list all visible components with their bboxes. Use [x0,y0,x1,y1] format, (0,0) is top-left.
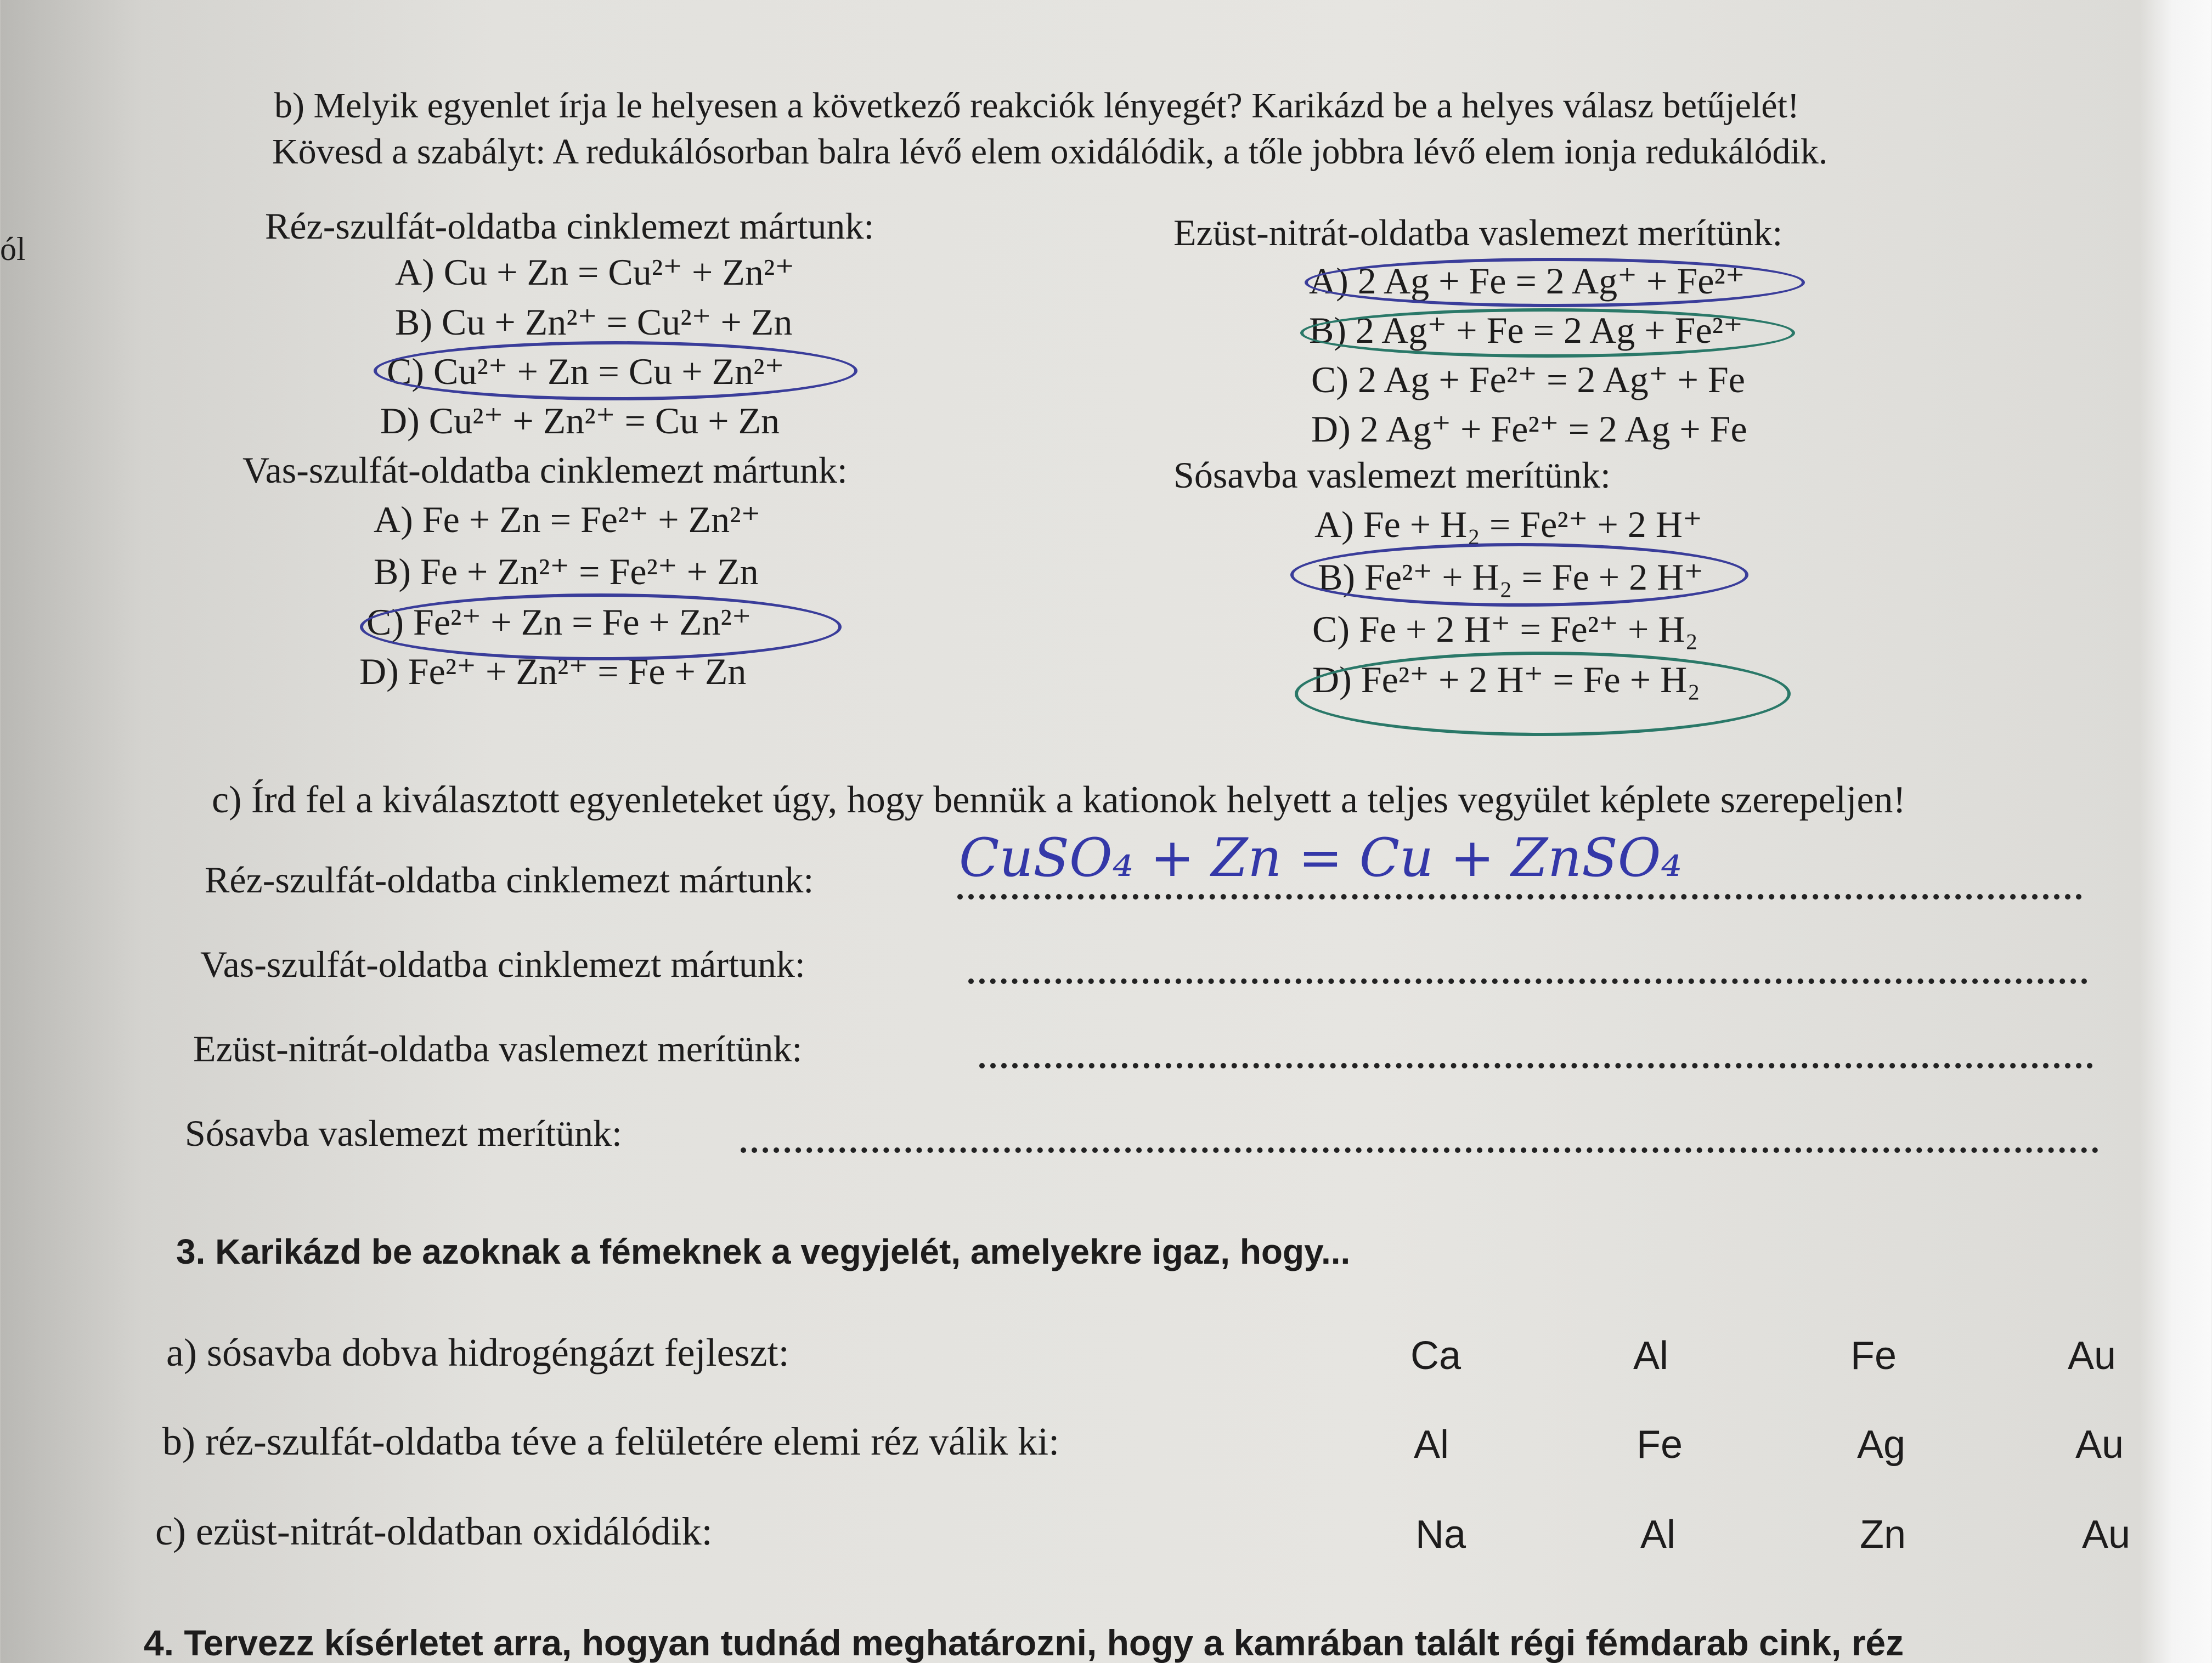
metal-option[interactable]: Al [1414,1423,1449,1467]
answer-circle [1295,652,1791,736]
option-a[interactable]: A) Fe + Zn = Fe²⁺ + Zn²⁺ [374,499,761,540]
option-d[interactable]: D) Fe²⁺ + Zn²⁺ = Fe + Zn [359,651,747,692]
answer-circle [360,593,842,660]
metal-option[interactable]: Au [2082,1513,2131,1557]
task4-title: 4. Tervezz kísérletet arra, hogyan tudnád meghatározni, hogy a kamrában talált régi fémdarab cink, réz [144,1622,1904,1663]
metal-option[interactable]: Au [2068,1334,2117,1378]
option-d[interactable]: D) Fe²⁺ + 2 H⁺ = Fe + H₂ [1312,659,1700,700]
fill-label: Ezüst-nitrát-oldatba vaslemezt merítünk: [193,1028,803,1070]
group-title: Vas-szulfát-oldatba cinklemezt mártunk: [242,449,848,491]
option-c[interactable]: C) Fe + 2 H⁺ = Fe²⁺ + H₂ [1312,608,1699,650]
fill-label: Réz-szulfát-oldatba cinklemezt mártunk: [205,859,814,901]
option-a[interactable]: A) 2 Ag + Fe = 2 Ag⁺ + Fe²⁺ [1309,260,1745,302]
handwritten-answer[interactable]: CuSO₄ + Zn = Cu + ZnSO₄ [959,827,1682,889]
task-b-instruction-line1: b) Melyik egyenlet írja le helyesen a következő reakciók lényegét? Karikázd be a helyes válasz betűjelét! [274,86,1799,126]
answer-circle [374,341,857,400]
answer-circle [1300,308,1795,358]
fill-label: Sósavba vaslemezt merítünk: [185,1112,622,1154]
metal-option[interactable]: Ag [1857,1423,1906,1467]
answer-line[interactable] [741,1147,2098,1153]
answer-line[interactable] [979,1063,2093,1068]
group-title: Sósavba vaslemezt merítünk: [1173,454,1611,496]
metal-option[interactable]: Al [1640,1513,1676,1557]
option-d[interactable]: D) 2 Ag⁺ + Fe²⁺ = 2 Ag + Fe [1311,408,1747,450]
task3-row-label: c) ezüst-nitrát-oldatban oxidálódik: [155,1509,713,1553]
metal-option[interactable]: Zn [1860,1513,1906,1557]
option-a[interactable]: A) Fe + H₂ = Fe²⁺ + 2 H⁺ [1314,504,1702,545]
fill-label: Vas-szulfát-oldatba cinklemezt mártunk: [200,943,805,985]
metal-option[interactable]: Al [1633,1334,1669,1378]
task-c-instruction: c) Írd fel a kiválasztott egyenleteket úgy, hogy bennük a kationok helyett a teljes vegyület képlete szerepeljen! [212,779,1906,821]
answer-line[interactable] [957,894,2082,900]
answer-line[interactable] [968,978,2087,984]
option-a[interactable]: A) Cu + Zn = Cu²⁺ + Zn²⁺ [395,251,795,293]
metal-option[interactable]: Au [2075,1423,2124,1467]
group-title: Réz-szulfát-oldatba cinklemezt mártunk: [265,205,874,247]
option-d[interactable]: D) Cu²⁺ + Zn²⁺ = Cu + Zn [380,400,780,442]
option-b[interactable]: B) 2 Ag⁺ + Fe = 2 Ag + Fe²⁺ [1309,309,1743,351]
answer-circle [1290,543,1748,607]
margin-page-number: ól [0,231,26,267]
option-b[interactable]: B) Fe²⁺ + H₂ = Fe + 2 H⁺ [1318,556,1704,598]
option-c[interactable]: C) Fe²⁺ + Zn = Fe + Zn²⁺ [366,601,752,643]
option-c[interactable]: C) Cu²⁺ + Zn = Cu + Zn²⁺ [387,350,785,392]
group-title: Ezüst-nitrát-oldatba vaslemezt merítünk: [1173,212,1783,253]
task3-row-label: b) réz-szulfát-oldatba téve a felületére elemi réz válik ki: [162,1419,1060,1463]
metal-option[interactable]: Ca [1410,1334,1462,1378]
task-b-instruction-line2: Kövesd a szabályt: A redukálósorban balra lévő elem oxidálódik, a tőle jobbra lévő elem ionja redukálódik. [272,132,1828,172]
task3-title: 3. Karikázd be azoknak a fémeknek a vegyjelét, amelyekre igaz, hogy... [176,1232,1351,1271]
option-b[interactable]: B) Cu + Zn²⁺ = Cu²⁺ + Zn [395,301,793,343]
option-b[interactable]: B) Fe + Zn²⁺ = Fe²⁺ + Zn [374,551,759,592]
metal-option[interactable]: Fe [1637,1423,1683,1467]
option-c[interactable]: C) 2 Ag + Fe²⁺ = 2 Ag⁺ + Fe [1311,359,1745,400]
answer-circle [1305,258,1805,307]
metal-option[interactable]: Fe [1850,1334,1897,1378]
metal-option[interactable]: Na [1415,1513,1466,1557]
task3-row-label: a) sósavba dobva hidrogéngázt fejleszt: [166,1331,789,1374]
